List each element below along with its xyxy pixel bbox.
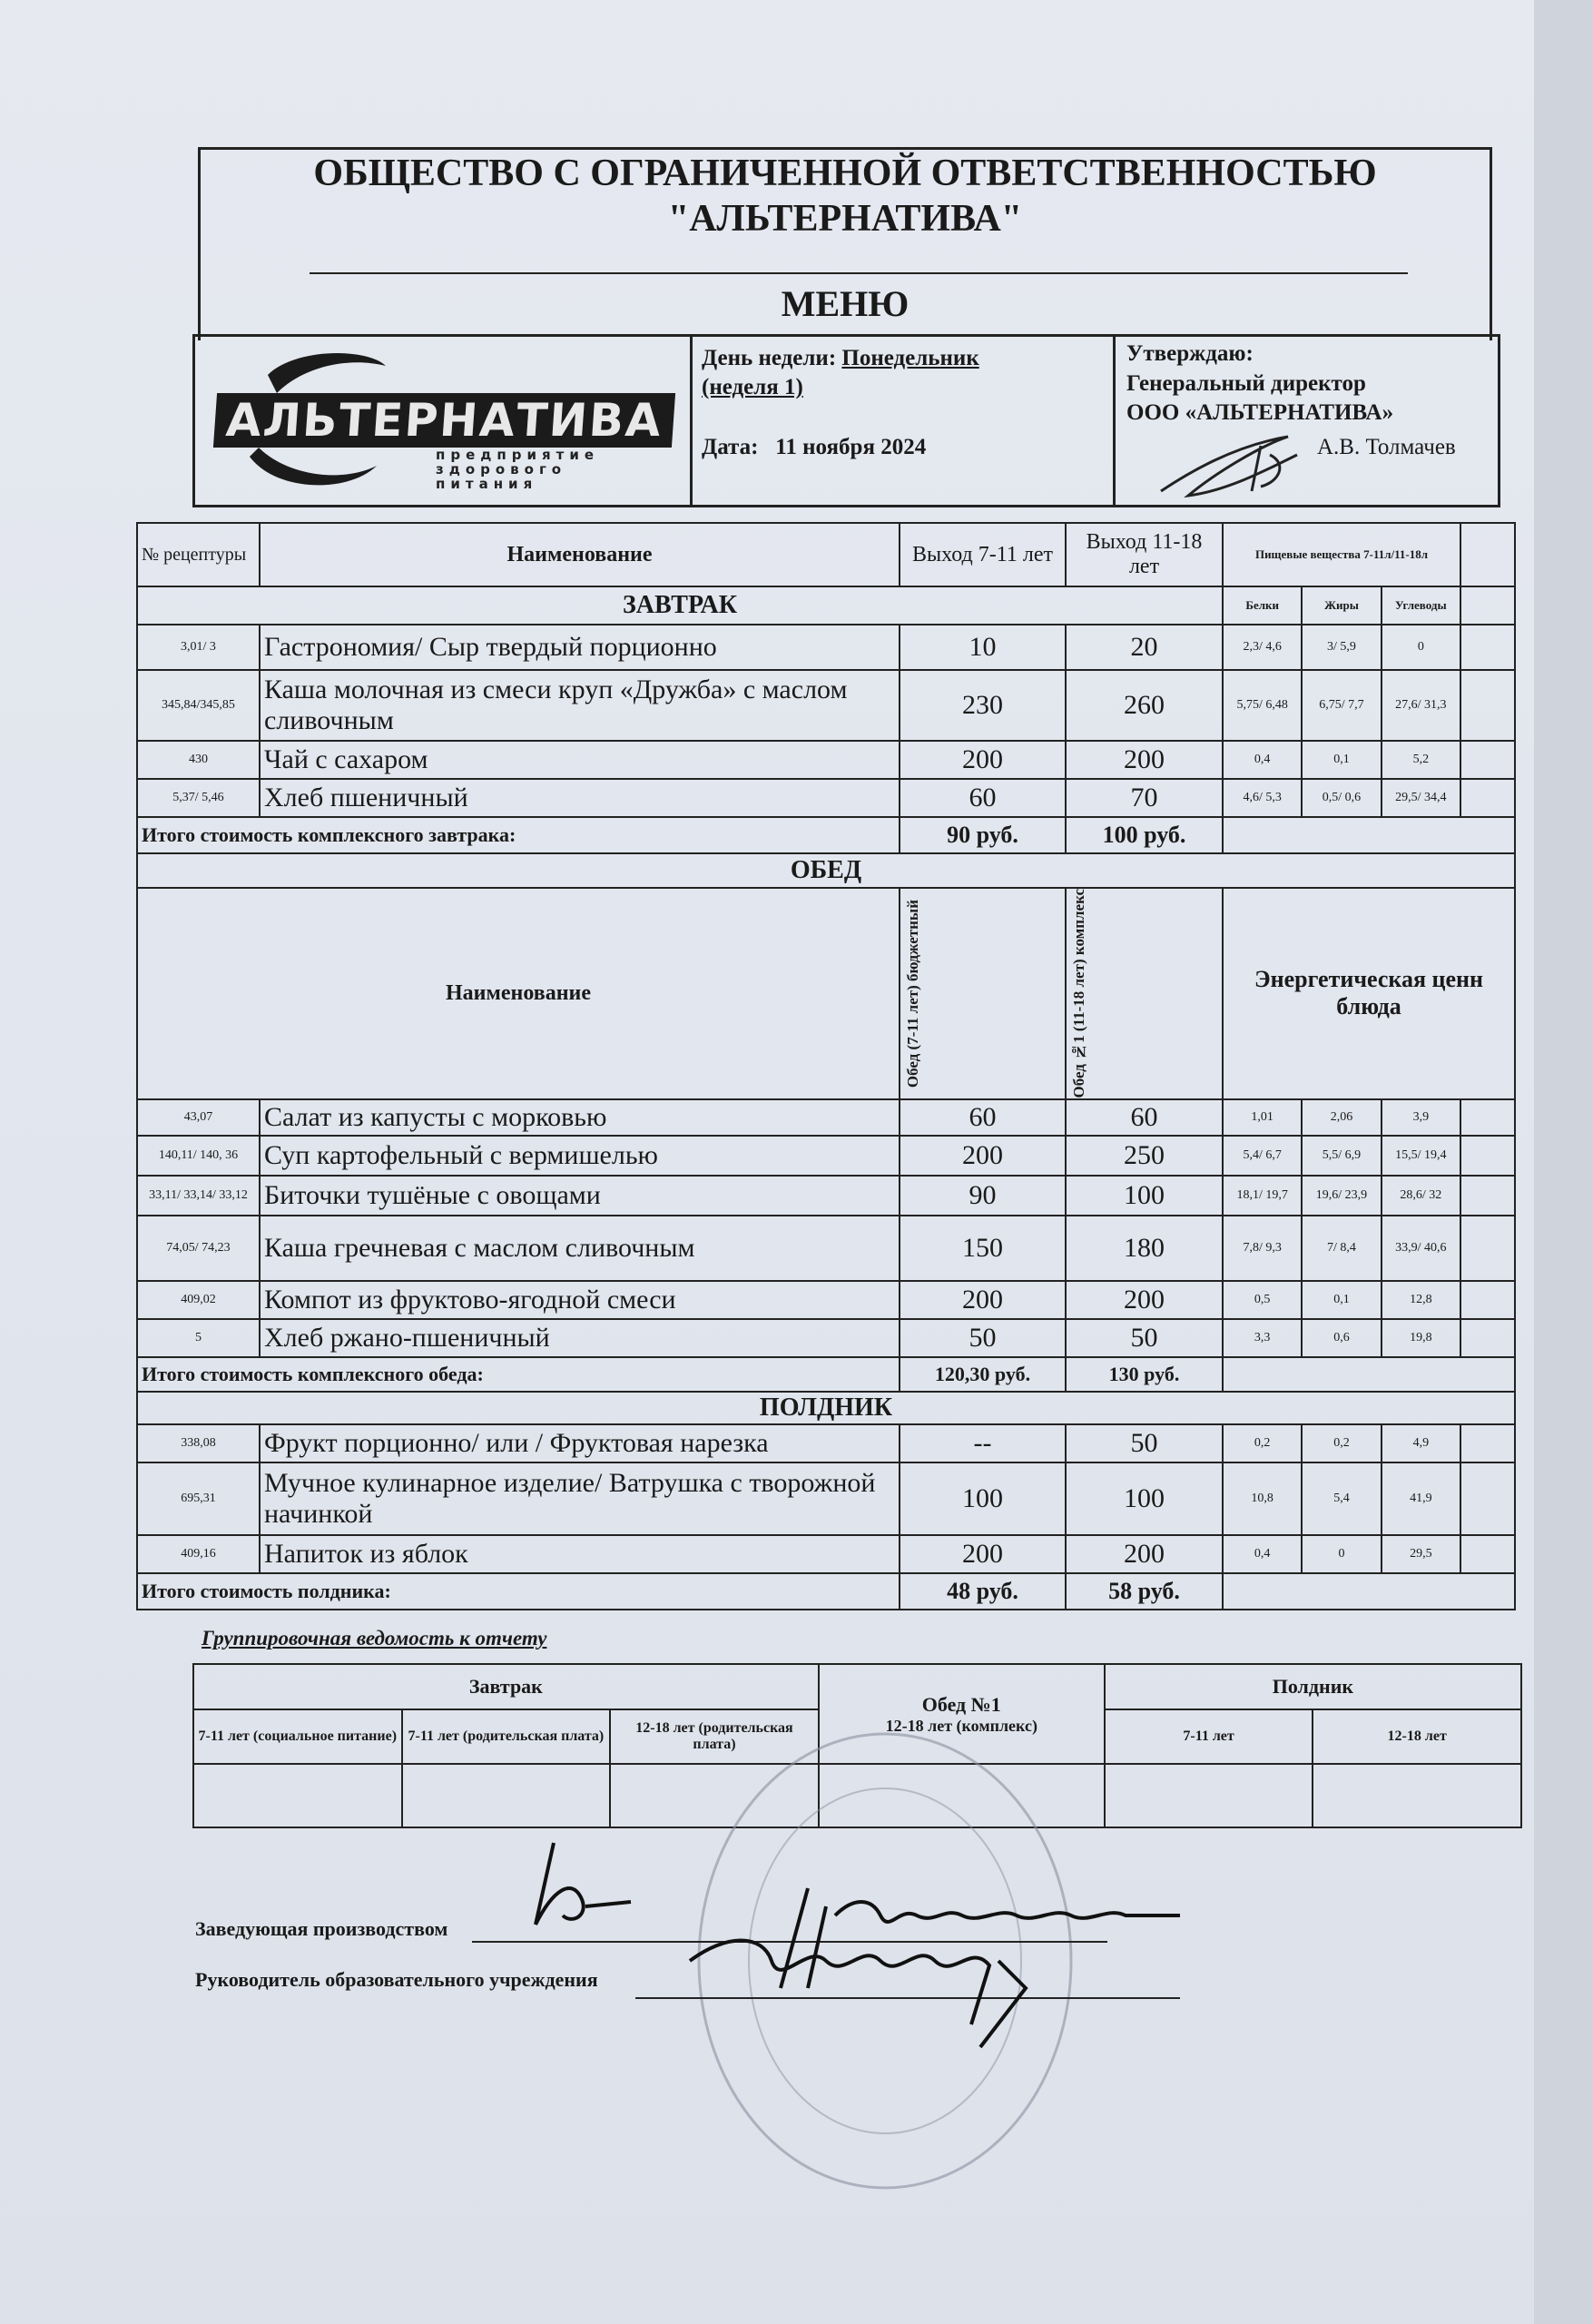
week-value: (неделя 1) <box>702 375 803 399</box>
org-name-line1: ОБЩЕСТВО С ОГРАНИЧЕННОЙ ОТВЕТСТВЕННОСТЬЮ <box>313 153 1377 194</box>
lunch-total-row <box>137 1357 1515 1392</box>
report-lunch-sub: 12-18 лет (комплекс) <box>885 1716 1037 1735</box>
info-row <box>192 334 1500 507</box>
lunch-total-11-18: 130 руб. <box>1066 1357 1223 1392</box>
name-col-header: Наименование <box>260 523 900 586</box>
day-label: День недели: <box>702 346 837 370</box>
school-head-signature <box>672 1879 1189 2052</box>
date-value: 11 ноября 2024 <box>775 435 927 459</box>
header-box <box>198 147 1492 340</box>
logo-tagline: предприятие здорового питания <box>436 447 600 492</box>
page-edge <box>1534 0 1593 2324</box>
nutrients-header: Пищевые вещества 7-11л/11-18л <box>1223 523 1460 586</box>
snack-total-11-18: 58 руб. <box>1066 1573 1223 1610</box>
lunch-total-7-11: 120,30 руб. <box>900 1357 1066 1392</box>
production-head-signature <box>517 1834 635 1943</box>
breakfast-total-label: Итого стоимость комплексного завтрака: <box>137 817 900 853</box>
report-b1: 7-11 лет (социальное питание) <box>193 1709 402 1764</box>
table-row: 33,11/ 33,14/ 33,12 Биточки тушёные с овощами 90 100 18,1/ 19,7 19,6/ 23,9 28,6/ 32 <box>137 1176 1515 1216</box>
table-row: 345,84/345,85 Каша молочная из смеси круп «Дружба» с маслом сливочным 230 260 5,75/ 6,48 6,75/ 7,7 27,6/ 31,3 <box>137 670 1515 741</box>
approval-line3: ООО «АЛЬТЕРНАТИВА» <box>1126 400 1394 425</box>
approver-name: А.В. Толмачев <box>1317 435 1456 459</box>
report-breakfast-header: Завтрак <box>193 1664 819 1709</box>
table-row: 5 Хлеб ржано-пшеничный 50 50 3,3 0,6 19,8 <box>137 1319 1515 1357</box>
report-s1: 7-11 лет <box>1105 1709 1313 1764</box>
report-b2: 7-11 лет (родительская плата) <box>402 1709 611 1764</box>
day-block <box>693 337 1116 505</box>
table-row: 5,37/ 5,46 Хлеб пшеничный 60 70 4,6/ 5,3 0,5/ 0,6 29,5/ 34,4 <box>137 779 1515 817</box>
output-7-11-header: Выход 7-11 лет <box>900 523 1066 586</box>
school-head-label: Руководитель образовательного учреждения <box>195 1968 598 1991</box>
breakfast-section-row <box>137 586 1515 625</box>
table-row: 695,31 Мучное кулинарное изделие/ Ватрушка с творожной начинкой 100 100 10,8 5,4 41,9 <box>137 1462 1515 1535</box>
lunch-title: ОБЕД <box>137 853 1515 888</box>
logo-wordmark: АЛЬТЕРНАТИВА <box>213 393 675 448</box>
carbs-header: Углеводы <box>1382 586 1460 625</box>
company-logo <box>195 337 693 505</box>
approval-block <box>1116 337 1497 505</box>
report-b3: 12-18 лет (родительская плата) <box>610 1709 819 1764</box>
org-name-line2: "АЛЬТЕРНАТИВА" <box>667 198 1023 240</box>
lunch-header-row <box>137 888 1515 1099</box>
snack-total-7-11: 48 руб. <box>900 1573 1066 1610</box>
header-divider <box>310 272 1408 274</box>
snack-section-row <box>137 1392 1515 1424</box>
production-head-label: Заведующая производством <box>195 1917 448 1940</box>
table-row: 409,16 Напиток из яблок 200 200 0,4 0 29,5 <box>137 1535 1515 1573</box>
breakfast-title: ЗАВТРАК <box>137 586 1223 625</box>
lunch-section-row <box>137 853 1515 888</box>
date-label: Дата: <box>702 435 759 459</box>
snack-title: ПОЛДНИК <box>137 1392 1515 1424</box>
lunch-name-header: Наименование <box>137 888 900 1099</box>
proteins-header: Белки <box>1223 586 1302 625</box>
report-lunch-header: Обед №1 12-18 лет (комплекс) <box>819 1664 1105 1764</box>
table-row: 338,08 Фрукт порционно/ или / Фруктовая нарезка -- 50 0,2 0,2 4,9 <box>137 1424 1515 1462</box>
snack-total-label: Итого стоимость полдника: <box>137 1573 900 1610</box>
menu-table <box>136 522 1516 1610</box>
energy-value-header: Энергетическая ценн блюда <box>1223 888 1515 1099</box>
snack-total-row <box>137 1573 1515 1610</box>
table-row: 43,07 Салат из капусты с морковью 60 60 1,01 2,06 3,9 <box>137 1099 1515 1136</box>
recipe-col-header: № рецептуры <box>137 523 260 586</box>
report-title: Группировочная ведомость к отчету <box>202 1627 547 1649</box>
document-title: МЕНЮ <box>781 283 910 324</box>
approval-line2: Генеральный директор <box>1126 371 1366 396</box>
lunch-budget-header: Обед (7-11 лет) бюджетный <box>904 899 921 1088</box>
report-s2: 12-18 лет <box>1313 1709 1521 1764</box>
table-row: 140,11/ 140, 36 Суп картофельный с вермишелью 200 250 5,4/ 6,7 5,5/ 6,9 15,5/ 19,4 <box>137 1136 1515 1176</box>
table-row: 74,05/ 74,23 Каша гречневая с маслом сливочным 150 180 7,8/ 9,3 7/ 8,4 33,9/ 40,6 <box>137 1216 1515 1281</box>
lunch-total-label: Итого стоимость комплексного обеда: <box>137 1357 900 1392</box>
breakfast-total-row <box>137 817 1515 853</box>
approval-line1: Утверждаю: <box>1126 341 1254 366</box>
director-signature <box>1152 419 1333 505</box>
breakfast-total-7-11: 90 руб. <box>900 817 1066 853</box>
output-11-18-header: Выход 11-18 лет <box>1066 523 1223 586</box>
table-row: 3,01/ 3 Гастрономия/ Сыр твердый порционно 10 20 2,3/ 4,6 3/ 5,9 0 <box>137 625 1515 670</box>
report-snack-header: Полдник <box>1105 1664 1521 1709</box>
day-value: Понедельник <box>841 346 979 370</box>
table-row: 409,02 Компот из фруктово-ягодной смеси 200 200 0,5 0,1 12,8 <box>137 1281 1515 1319</box>
table-header-row <box>137 523 1515 586</box>
fats-header: Жиры <box>1302 586 1381 625</box>
table-row: 430 Чай с сахаром 200 200 0,4 0,1 5,2 <box>137 741 1515 779</box>
breakfast-total-11-18: 100 руб. <box>1066 817 1223 853</box>
lunch-complex-header: Обед №1 (11-18 лет) комплекс <box>1070 889 1087 1098</box>
